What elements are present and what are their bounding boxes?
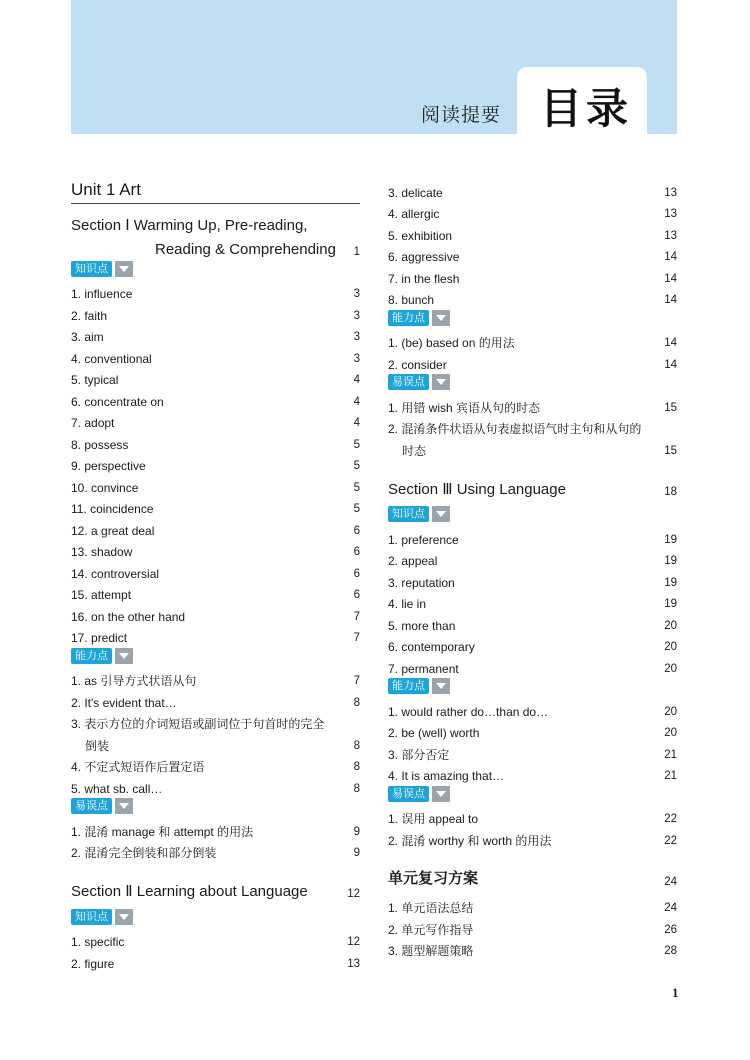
triangle-down-icon: [432, 678, 450, 694]
toc-entry-page: 13: [347, 957, 360, 970]
toc-entry-label: 5. typical: [71, 373, 119, 387]
toc-entry-label: 2. 混淆条件状语从句表虚拟语气时主句和从句的: [388, 422, 642, 436]
toc-entry-label: 时态: [402, 443, 427, 458]
tag-error-points: 易误点: [71, 796, 360, 818]
toc-entry-page: 13: [664, 229, 677, 242]
toc-entry-page: 14: [664, 294, 677, 306]
toc-entry-page: 8: [353, 696, 360, 709]
toc-entry-page: 6: [353, 567, 360, 580]
toc-entry[interactable]: [71, 710, 360, 732]
toc-entry-page: 7: [353, 610, 360, 623]
toc-entry[interactable]: [388, 915, 677, 937]
toc-entry[interactable]: [71, 559, 360, 581]
toc-entry[interactable]: [71, 366, 360, 388]
toc-entry-label: 1. influence: [71, 287, 133, 301]
toc-entry-page: 6: [353, 589, 360, 601]
toc-entry-page: 20: [664, 727, 677, 739]
header-subtitle: 阅读提要: [421, 105, 502, 126]
triangle-down-icon: [115, 648, 133, 664]
toc-entry-label: 12. a great deal: [71, 523, 155, 538]
page-number: 1: [672, 985, 679, 1000]
toc-entry-label: 16. on the other hand: [71, 609, 186, 624]
toc-entry-label: 3. 表示方位的介词短语或副词位于句首时的完全: [71, 717, 325, 731]
toc-entry-page: 15: [664, 444, 677, 457]
triangle-down-icon: [432, 506, 450, 522]
toc-entry[interactable]: [71, 538, 360, 560]
tag-knowledge-points: 知识点: [71, 906, 360, 928]
toc-entry[interactable]: [71, 452, 360, 474]
toc-entry-page: 8: [353, 782, 360, 795]
triangle-down-icon: [115, 261, 133, 277]
toc-entry-label: 2. 混淆 worthy 和 worth 的用法: [388, 833, 552, 848]
toc-entry[interactable]: [388, 633, 677, 655]
toc-entry-page: 4: [353, 417, 360, 429]
triangle-down-icon: [115, 798, 133, 814]
toc-entry[interactable]: [71, 731, 360, 753]
toc-entry[interactable]: [71, 387, 360, 409]
toc-entry[interactable]: [71, 667, 360, 689]
toc-entry[interactable]: [71, 581, 360, 603]
tag-ability-points: 能力点: [71, 645, 360, 667]
toc-entry[interactable]: [388, 415, 677, 437]
toc-entry-label: 4. 不定式短语作后置定语: [71, 760, 205, 774]
toc-entry-page: 20: [664, 619, 677, 632]
toc-entry-page: 28: [664, 945, 677, 957]
toc-entry-label: 5. what sb. call…: [71, 781, 163, 796]
toc-entry[interactable]: [388, 221, 677, 243]
toc-right-column: [388, 178, 677, 958]
tag-ability-points: 能力点: [388, 676, 677, 698]
toc-entry[interactable]: [388, 393, 677, 415]
unit-title: Unit 1 Art: [71, 178, 360, 204]
toc-entry-label: 3. delicate: [388, 185, 443, 200]
toc-entry[interactable]: [388, 264, 677, 286]
toc-entry-label: 4. It is amazing that…: [388, 769, 505, 783]
toc-entry[interactable]: [388, 436, 677, 458]
toc-entry-page: 14: [664, 251, 677, 263]
toc-entry[interactable]: [71, 839, 360, 861]
toc-entry-page: 7: [353, 675, 360, 687]
toc-entry-page: 14: [664, 358, 677, 371]
toc-entry[interactable]: [71, 753, 360, 775]
toc-entry[interactable]: [71, 344, 360, 366]
toc-entry[interactable]: [71, 602, 360, 624]
toc-entry-label: 10. convince: [71, 480, 139, 495]
triangle-down-icon: [115, 909, 133, 925]
toc-entry-page: 21: [664, 770, 677, 782]
toc-entry-page: 3: [353, 309, 360, 322]
toc-entry-page: 4: [353, 374, 360, 386]
toc-entry-label: 6. concentrate on: [71, 394, 164, 409]
toc-entry[interactable]: [388, 200, 677, 222]
toc-entry-label: 4. lie in: [388, 597, 427, 611]
toc-entry[interactable]: [388, 826, 677, 848]
toc-entry-page: 22: [664, 834, 677, 847]
toc-entry[interactable]: [71, 949, 360, 971]
toc-entry-label: 2. faith: [71, 308, 108, 323]
triangle-down-icon: [432, 310, 450, 326]
toc-entry[interactable]: [71, 301, 360, 323]
toc-entry-label: 17. predict: [71, 631, 128, 645]
toc-entry-page: 14: [664, 272, 677, 285]
toc-entry-label: 15. attempt: [71, 588, 132, 602]
toc-entry[interactable]: [71, 928, 360, 950]
toc-entry[interactable]: [71, 624, 360, 646]
toc-entry-page: 8: [353, 761, 360, 773]
toc-entry-label: 1. (be) based on 的用法: [388, 336, 515, 350]
triangle-down-icon: [432, 374, 450, 390]
toc-entry-page: 20: [664, 662, 677, 675]
toc-entry-label: 6. aggressive: [388, 250, 460, 264]
toc-entry-page: 5: [353, 481, 360, 494]
toc-entry-label: 3. 部分否定: [388, 747, 450, 762]
toc-entry-page: 9: [353, 847, 360, 859]
toc-entry[interactable]: [71, 817, 360, 839]
toc-entry-page: 6: [353, 546, 360, 558]
toc-entry-label: 7. permanent: [388, 661, 459, 676]
toc-entry-label: 4. conventional: [71, 351, 152, 366]
toc-entry[interactable]: [388, 654, 677, 676]
tag-error-points: 易误点: [388, 372, 677, 394]
toc-entry[interactable]: [388, 697, 677, 719]
toc-entry[interactable]: [388, 740, 677, 762]
toc-entry-label: 2. 单元写作指导: [388, 922, 474, 937]
toc-entry-label: 1. 混淆 manage 和 attempt 的用法: [71, 824, 254, 839]
toc-entry[interactable]: [71, 430, 360, 452]
toc-entry-page: 5: [353, 503, 360, 515]
toc-entry-page: 21: [664, 748, 677, 761]
toc-entry-page: 12: [347, 936, 360, 948]
toc-entry[interactable]: [388, 525, 677, 547]
toc-entry-label: 11. coincidence: [71, 502, 154, 516]
tag-ability-points: 能力点: [388, 307, 677, 329]
toc-entry-label: 1. 误用 appeal to: [388, 812, 479, 826]
toc-entry-label: 5. more than: [388, 618, 456, 633]
toc-entry-page: 26: [664, 923, 677, 936]
section-2-title[interactable]: Section Ⅱ Learning about Language 12: [71, 883, 360, 900]
toc-entry-page: 20: [664, 641, 677, 653]
toc-entry-label: 9. perspective: [71, 459, 146, 473]
toc-entry[interactable]: [388, 568, 677, 590]
toc-entry-label: 13. shadow: [71, 545, 133, 559]
tag-error-points: 易误点: [388, 783, 677, 805]
toc-entry-page: 15: [664, 401, 677, 414]
toc-entry-label: 2. consider: [388, 357, 447, 372]
toc-entry-label: 14. controversial: [71, 566, 160, 581]
toc-entry-label: 8. possess: [71, 437, 129, 452]
toc-entry-label: 1. would rather do…than do…: [388, 704, 549, 719]
toc-entry-label: 3. reputation: [388, 575, 455, 590]
toc-entry-label: 7. in the flesh: [388, 271, 460, 286]
toc-entry-label: 4. allergic: [388, 207, 440, 221]
toc-entry-label: 1. specific: [71, 935, 125, 949]
toc-entry[interactable]: [71, 323, 360, 345]
toc-entry-page: 6: [353, 524, 360, 537]
toc-entry-page: 24: [664, 902, 677, 914]
section-3-title[interactable]: Section Ⅲ Using Language 18: [388, 480, 677, 498]
toc-entry-page: 13: [664, 208, 677, 220]
toc-entry[interactable]: [388, 329, 677, 351]
toc-entry-page: 8: [353, 739, 360, 752]
toc-entry-page: 5: [353, 460, 360, 472]
toc-entry[interactable]: [388, 805, 677, 827]
toc-entry-label: 2. appeal: [388, 554, 438, 568]
section-1-title[interactable]: Section Ⅰ Warming Up, Pre-reading,: [71, 217, 308, 234]
tag-knowledge-points: 知识点: [71, 258, 360, 280]
toc-entry-page: 9: [353, 825, 360, 838]
toc-entry-label: 6. contemporary: [388, 640, 475, 654]
toc-entry-label: 2. It's evident that…: [71, 695, 177, 710]
toc-left-column: [71, 178, 360, 971]
toc-entry-page: 3: [353, 352, 360, 365]
toc-entry-label: 5. exhibition: [388, 228, 453, 243]
toc-entry-page: 19: [664, 598, 677, 610]
toc-entry[interactable]: [388, 590, 677, 612]
toc-entry[interactable]: [71, 516, 360, 538]
toc-entry-page: 14: [664, 337, 677, 349]
toc-entry[interactable]: [71, 688, 360, 710]
toc-entry-label: 8. bunch: [388, 293, 435, 307]
header-title: 目录: [540, 85, 633, 132]
toc-entry-page: 13: [664, 186, 677, 199]
triangle-down-icon: [432, 786, 450, 802]
toc-entry-label: 1. preference: [388, 532, 459, 547]
toc-entry-label: 倒装: [85, 738, 110, 753]
toc-entry-page: 20: [664, 705, 677, 718]
toc-entry-label: 2. figure: [71, 956, 115, 971]
toc-entry-label: 2. 混淆完全倒装和部分倒装: [71, 846, 217, 860]
toc-entry[interactable]: [388, 350, 677, 372]
toc-entry[interactable]: [71, 495, 360, 517]
toc-entry[interactable]: [71, 409, 360, 431]
toc-entry[interactable]: [388, 937, 677, 959]
toc-entry-page: 3: [353, 288, 360, 300]
toc-entry-label: 1. 用错 wish 宾语从句的时态: [388, 400, 541, 415]
toc-entry-page: 4: [353, 395, 360, 408]
toc-entry-label: 3. aim: [71, 330, 104, 344]
toc-entry-label: 1. 单元语法总结: [388, 901, 474, 915]
toc-entry-page: 7: [353, 632, 360, 644]
section-1-subtitle[interactable]: Reading & Comprehending 1: [155, 241, 360, 258]
toc-entry-page: 22: [664, 813, 677, 825]
toc-entry[interactable]: [71, 473, 360, 495]
toc-entry-page: 19: [664, 555, 677, 567]
toc-entry[interactable]: [71, 774, 360, 796]
toc-entry[interactable]: [388, 547, 677, 569]
toc-entry[interactable]: [388, 762, 677, 784]
toc-entry[interactable]: [388, 611, 677, 633]
toc-entry-label: 7. adopt: [71, 416, 115, 430]
toc-entry[interactable]: [388, 243, 677, 265]
toc-entry[interactable]: [388, 894, 677, 916]
toc-entry[interactable]: [388, 719, 677, 741]
toc-entry-page: 5: [353, 438, 360, 451]
toc-entry-page: 19: [664, 533, 677, 546]
tag-knowledge-points: 知识点: [388, 504, 677, 526]
toc-entry-label: 3. 题型解题策略: [388, 944, 474, 958]
toc-entry[interactable]: [388, 286, 677, 308]
toc-entry[interactable]: [71, 280, 360, 302]
unit-review-title[interactable]: 单元复习方案 24: [388, 869, 677, 888]
toc-entry-label: 2. be (well) worth: [388, 726, 480, 740]
toc-entry-page: 3: [353, 331, 360, 343]
toc-entry[interactable]: [388, 178, 677, 200]
toc-entry-label: 1. as 引导方式状语从句: [71, 674, 197, 688]
toc-entry-page: 19: [664, 576, 677, 589]
